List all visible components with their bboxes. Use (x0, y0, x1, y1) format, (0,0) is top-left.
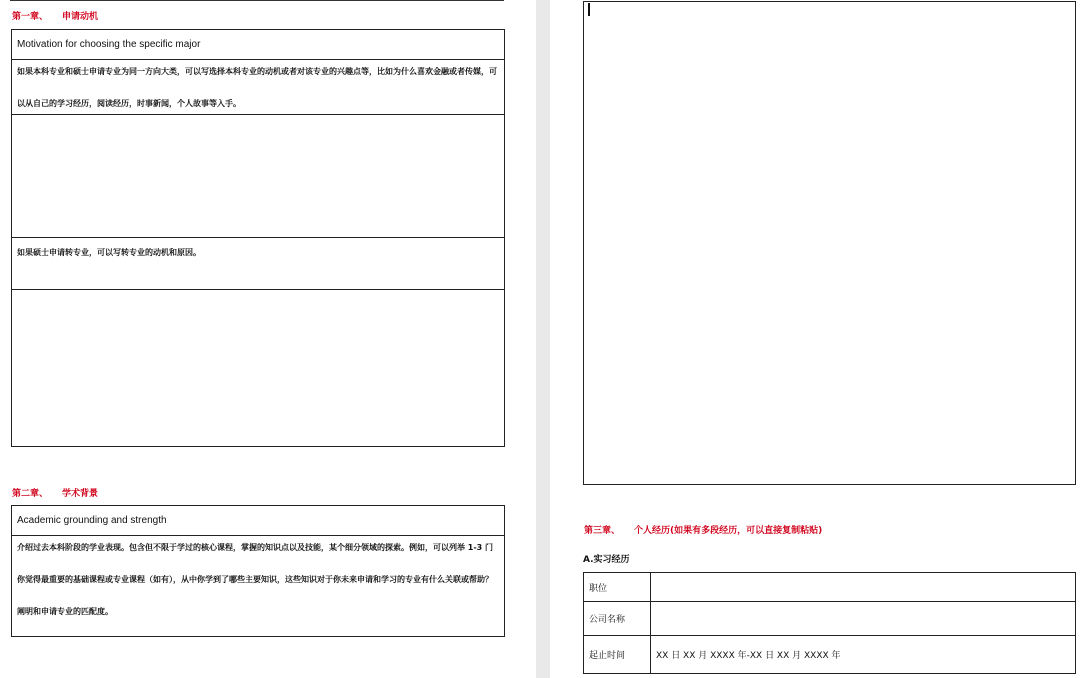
motivation-table (11, 29, 505, 447)
motivation-prompt-1: 如果本科专业和硕士申请专业为同一方向大类，可以写选择本科专业的动机或者对该专业的兴趣点等，比如为什么喜欢金融或者传媒，可以从自己的学习经历，阅读经历，时事新闻，个人故事等入手。 (17, 67, 497, 108)
page-top-rule (10, 0, 504, 1)
motivation-prompt-row (12, 56, 504, 115)
internship-value-company[interactable] (651, 602, 1076, 636)
chapter-1-heading (12, 9, 98, 22)
motivation-answer-1[interactable] (12, 115, 504, 238)
academic-prompt-row (12, 532, 504, 632)
internship-label-company: 公司名称 (584, 602, 651, 636)
document-page-right (550, 0, 1080, 678)
motivation-prompt-2-row (12, 238, 504, 290)
motivation-answer-2[interactable] (12, 290, 504, 442)
document-page-left (0, 0, 536, 678)
chapter-2-title: 学术背景 (62, 489, 99, 499)
chapter-1-number: 第一章、 (12, 12, 49, 22)
chapter-3-title: 个人经历(如果有多段经历，可以直接复制粘贴) (634, 526, 823, 536)
internship-label-period: 起止时间 (584, 636, 651, 674)
table-row (584, 573, 1076, 602)
table-row (584, 636, 1076, 674)
table-row (584, 602, 1076, 636)
answer-box[interactable] (583, 1, 1076, 485)
internship-value-position[interactable] (651, 573, 1076, 602)
internship-section-title: A.实习经历 (583, 555, 630, 565)
chapter-2-number: 第二章、 (12, 489, 49, 499)
chapter-1-title: 申请动机 (62, 12, 99, 22)
internship-value-period[interactable]: XX 日 XX 月 XXXX 年-XX 日 XX 月 XXXX 年 (651, 636, 1076, 674)
motivation-title: Motivation for choosing the specific major (17, 39, 201, 50)
internship-table (583, 572, 1076, 674)
chapter-3-number: 第三章、 (584, 526, 621, 536)
chapter-2-heading (12, 486, 98, 499)
motivation-prompt-2: 如果硕士申请转专业，可以写转专业的动机和原因。 (17, 248, 201, 257)
internship-label-position: 职位 (584, 573, 651, 602)
academic-table (11, 505, 505, 637)
academic-title: Academic grounding and strength (17, 515, 167, 526)
academic-prompt: 介绍过去本科阶段的学业表现。包含但不限于学过的核心课程，掌握的知识点以及技能，某个细分领域的探索。例如，可以列举 1-3 门你觉得最重要的基础课程或专业课程（如有），从中你学到了哪些主要知识，这些知识对于你未来申请和学习的专业有什么关联或帮助？阐明和申请专业的匹配度。 (17, 543, 494, 616)
text-cursor (588, 3, 590, 16)
chapter-3-heading (584, 523, 822, 536)
